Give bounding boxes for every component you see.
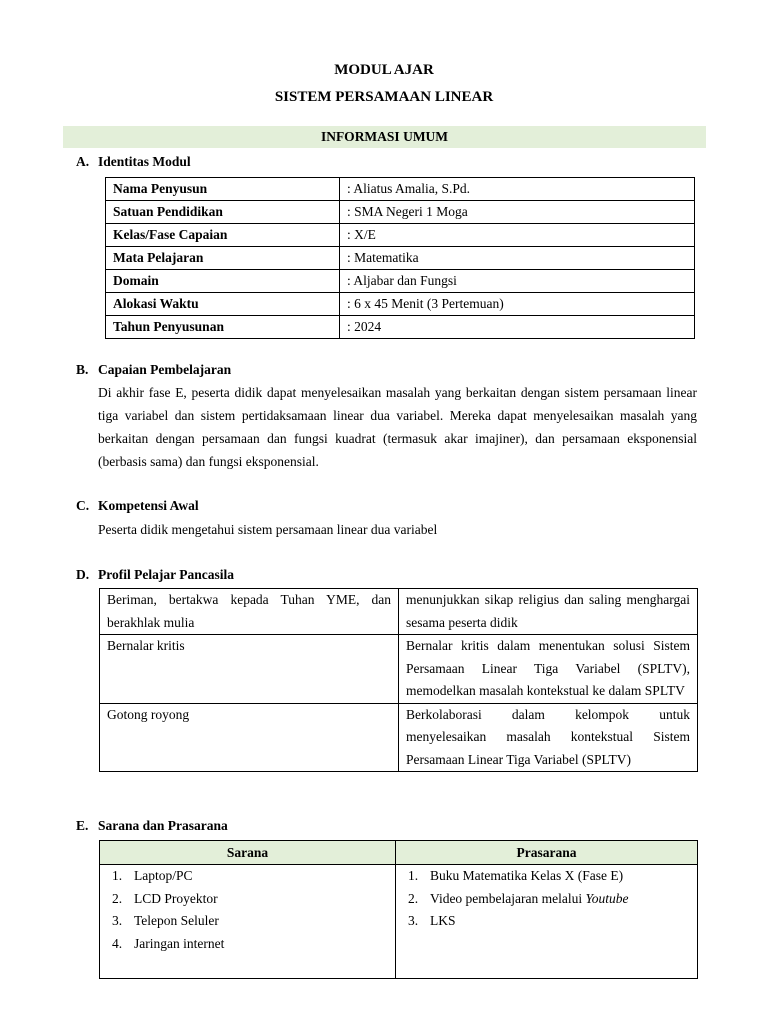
item-text: Jaringan internet [134,935,225,951]
identitas-row [106,201,695,224]
item-text: LCD Proyektor [134,890,218,906]
item-text: LKS [430,913,456,928]
identitas-row [106,270,695,293]
section-letter: C. [76,498,90,513]
profil-table [99,588,698,772]
profil-deskripsi: Bernalar kritis dalam menentukan solusi Sistem Persamaan Linear Tiga Variabel (SPLTV), memodelkan masalah kontekstual ke dalam SPLTV [399,635,698,704]
prasarana-item [404,865,689,888]
identitas-row [106,293,695,316]
item-number: 4. [112,935,123,951]
section-title: Profil Pelajar Pancasila [98,567,234,582]
identitas-row [106,178,695,201]
sarana-item [108,865,387,888]
document-title: MODUL AJAR [334,62,434,78]
identitas-row [106,247,695,270]
identitas-value: : 6 x 45 Menit (3 Pertemuan) [340,293,695,316]
identitas-key: Mata Pelajaran [106,247,340,270]
document-subtitle: SISTEM PERSAMAAN LINEAR [274,89,494,105]
sarana-item [108,910,387,933]
column-header-prasarana: Prasarana [396,841,698,865]
sarana-table [99,840,698,979]
section-banner-informasi-umum: INFORMASI UMUM [63,126,706,148]
sarana-item [108,933,387,956]
identitas-value: : 2024 [340,316,695,339]
item-number: 2. [408,890,419,906]
section-letter: D. [76,567,90,582]
section-title: Kompetensi Awal [98,498,199,513]
item-text: Video pembelajaran melalui [430,890,586,906]
profil-dimensi: Bernalar kritis [100,635,399,704]
item-number: 2. [112,890,123,906]
identitas-value: : X/E [340,224,695,247]
profil-deskripsi: menunjukkan sikap religius dan saling menghargai sesama peserta didik [399,589,698,635]
item-text-italic: Youtube [585,890,629,906]
section-title: Capaian Pembelajaran [98,362,232,377]
capaian-paragraph: Di akhir fase E, peserta didik dapat menyelesaikan masalah yang berkaitan dengan sistem persamaan linear tiga variabel dan sistem pertidaksamaan linear dua variabel. Mereka dapat menyelesaikan masalah yang berkaitan dengan persamaan dan fungsi kuadrat (termasuk akar imajiner), dan persamaan eksponensial (berbasis sama) dan fungsi eksponensial. [98,385,697,469]
item-text: Buku Matematika Kelas X (Fase E) [430,868,624,883]
identitas-row [106,224,695,247]
identitas-key: Alokasi Waktu [106,293,340,316]
identitas-value: : Aliatus Amalia, S.Pd. [340,178,695,201]
sarana-item [108,888,387,911]
section-title: Identitas Modul [98,154,191,169]
item-number: 3. [112,913,123,928]
identitas-value: : Matematika [340,247,695,270]
item-text: Laptop/PC [134,868,193,883]
prasarana-item [404,910,689,933]
kompetensi-paragraph: Peserta didik mengetahui sistem persamaan linear dua variabel [98,522,438,537]
profil-dimensi: Gotong royong [100,703,399,772]
section-letter: B. [76,362,89,377]
item-number: 1. [408,868,419,883]
profil-dimensi: Beriman, bertakwa kepada Tuhan YME, dan berakhlak mulia [100,589,399,635]
profil-deskripsi: Berkolaborasi dalam kelompok untuk menyelesaikan masalah kontekstual Sistem Persamaan Linear Tiga Variabel (SPLTV) [399,703,698,772]
section-heading-sarana [76,818,228,834]
item-text: Telepon Seluler [134,913,219,928]
profil-row [100,635,698,704]
item-number: 3. [408,913,419,928]
section-heading-kompetensi [76,498,199,514]
sarana-cell [100,865,396,979]
identitas-key: Tahun Penyusunan [106,316,340,339]
section-heading-profil [76,567,234,583]
identitas-key: Kelas/Fase Capaian [106,224,340,247]
identitas-key: Nama Penyusun [106,178,340,201]
prasarana-cell [396,865,698,979]
identitas-key: Satuan Pendidikan [106,201,340,224]
column-header-sarana: Sarana [100,841,396,865]
item-number: 1. [112,868,123,883]
profil-row [100,703,698,772]
section-letter: E. [76,818,89,833]
identitas-key: Domain [106,270,340,293]
section-heading-capaian [76,362,231,378]
prasarana-item [404,888,689,911]
section-heading-identitas [76,154,191,170]
section-letter: A. [76,154,90,169]
section-title: Sarana dan Prasarana [98,818,228,833]
identitas-table [105,177,695,339]
profil-row [100,589,698,635]
identitas-value: : Aljabar dan Fungsi [340,270,695,293]
identitas-row [106,316,695,339]
identitas-value: : SMA Negeri 1 Moga [340,201,695,224]
